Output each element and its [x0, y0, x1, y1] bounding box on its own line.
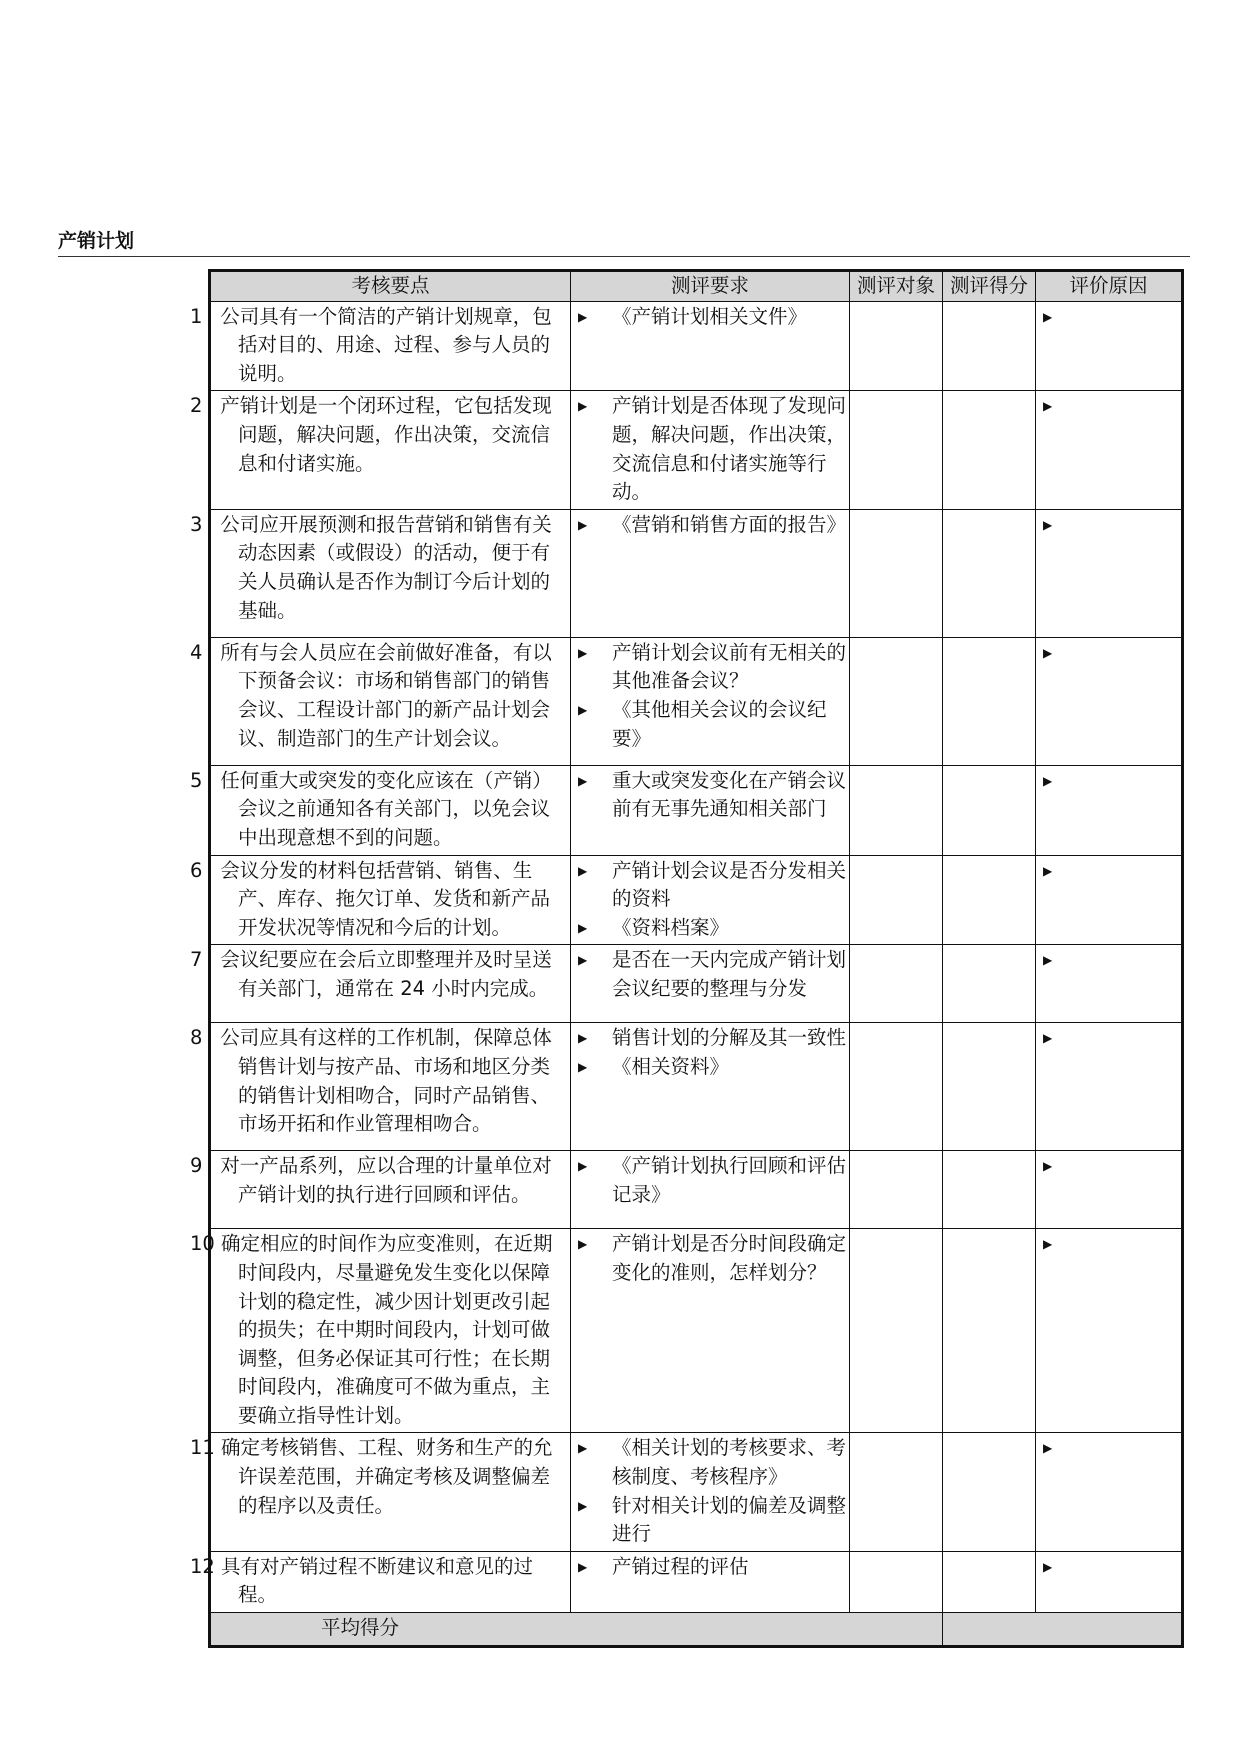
reason-cell[interactable] — [1036, 391, 1183, 509]
key-point-cell — [190, 509, 571, 637]
right-triangle-bullet-icon: ▶ — [1043, 1441, 1053, 1456]
key-point-text: 任何重大或突发的变化应该在（产销）会议之前通知各有关部门，以免会议中出现意想不到的问题。 — [220, 768, 552, 849]
target-cell[interactable] — [850, 1551, 943, 1612]
requirement-cell — [571, 765, 850, 855]
key-point-cell — [190, 1433, 571, 1551]
header-requirements: 测评要求 — [571, 271, 850, 302]
key-point: 7 会议纪要应在会后立即整理并及时呈送有关部门，通常在 24 小时内完成。 — [190, 948, 552, 1000]
reason-cell[interactable] — [1036, 1151, 1183, 1229]
header-target: 测评对象 — [850, 271, 943, 302]
key-point-cell — [190, 765, 571, 855]
score-cell[interactable] — [943, 945, 1036, 1023]
reason-cell[interactable] — [1036, 855, 1183, 945]
score-cell[interactable] — [943, 1433, 1036, 1551]
requirement-text: 产销过程的评估 — [612, 1554, 749, 1578]
target-cell[interactable] — [850, 855, 943, 945]
score-cell[interactable] — [943, 509, 1036, 637]
reason-item — [1039, 511, 1178, 540]
key-point: 3 公司应开展预测和报告营销和销售有关动态因素（或假设）的活动，便于有关人员确认是否作为制订今后计划的基础。 — [190, 512, 552, 622]
right-triangle-bullet-icon: ▶ — [1043, 773, 1053, 788]
reason-item — [1039, 1024, 1178, 1053]
reason-item — [1039, 946, 1178, 975]
requirement-item — [574, 696, 846, 753]
reason-cell[interactable] — [1036, 945, 1183, 1023]
requirement-text: 产销计划是否分时间段确定变化的准则，怎样划分？ — [612, 1232, 847, 1284]
table-row — [210, 1433, 1183, 1551]
key-point: 4 所有与会人员应在会前做好准备，有以下预备会议：市场和销售部门的销售会议、工程设计部门的新产品计划会议、制造部门的生产计划会议。 — [190, 640, 552, 750]
requirement-text: 《相关计划的考核要求、考核制度、考核程序》 — [612, 1436, 847, 1489]
requirement-cell — [571, 637, 850, 765]
target-cell[interactable] — [850, 1433, 943, 1551]
score-cell[interactable] — [943, 1151, 1036, 1229]
score-cell[interactable] — [943, 391, 1036, 509]
requirement-text: 重大或突发变化在产销会议前有无事先通知相关部门 — [612, 768, 847, 821]
key-point-text: 会议纪要应在会后立即整理并及时呈送有关部门，通常在 24 小时内完成。 — [220, 948, 552, 1000]
requirement-text: 《产销计划相关文件》 — [612, 304, 808, 328]
average-score-label: 平均得分 — [210, 1613, 943, 1647]
right-triangle-bullet-icon: ▶ — [578, 1498, 588, 1513]
average-score-row — [210, 1613, 1183, 1647]
right-triangle-bullet-icon: ▶ — [578, 1441, 588, 1456]
requirement-text: 针对相关计划的偏差及调整进行 — [612, 1493, 847, 1546]
requirement-item — [574, 946, 846, 1003]
key-point-number: 12 — [190, 1554, 215, 1578]
right-triangle-bullet-icon: ▶ — [1043, 399, 1053, 414]
reason-item — [1039, 1152, 1178, 1181]
right-triangle-bullet-icon: ▶ — [578, 953, 588, 968]
key-point: 1 公司具有一个简洁的产销计划规章，包括对目的、用途、过程、参与人员的说明。 — [190, 304, 552, 385]
right-triangle-bullet-icon: ▶ — [578, 517, 588, 532]
requirement-item — [574, 1053, 846, 1082]
requirement-text: 《其他相关会议的会议纪要》 — [612, 697, 827, 750]
requirement-item — [574, 1152, 846, 1209]
right-triangle-bullet-icon: ▶ — [578, 773, 588, 788]
right-triangle-bullet-icon: ▶ — [1043, 953, 1053, 968]
key-point-cell — [190, 1151, 571, 1229]
table-row — [210, 391, 1183, 509]
reason-cell[interactable] — [1036, 1433, 1183, 1551]
requirement-cell — [571, 1551, 850, 1612]
key-point: 9 对一产品系列，应以合理的计量单位对产销计划的执行进行回顾和评估。 — [190, 1154, 552, 1206]
reason-cell[interactable] — [1036, 765, 1183, 855]
table-body — [190, 301, 1183, 1612]
target-cell[interactable] — [850, 945, 943, 1023]
right-triangle-bullet-icon: ▶ — [1043, 1237, 1053, 1252]
key-point-text: 所有与会人员应在会前做好准备，有以下预备会议：市场和销售部门的销售会议、工程设计部门的新产品计划会议、制造部门的生产计划会议。 — [220, 640, 552, 750]
table-row — [210, 1023, 1183, 1151]
key-point: 5 任何重大或突发的变化应该在（产销）会议之前通知各有关部门，以免会议中出现意想不到的问题。 — [190, 768, 552, 849]
requirement-cell — [571, 391, 850, 509]
requirement-item — [574, 1230, 846, 1287]
right-triangle-bullet-icon: ▶ — [578, 1059, 588, 1074]
header-score: 测评得分 — [943, 271, 1036, 302]
requirement-cell — [571, 1229, 850, 1433]
reason-cell[interactable] — [1036, 301, 1183, 391]
right-triangle-bullet-icon: ▶ — [578, 399, 588, 414]
reason-cell[interactable] — [1036, 1023, 1183, 1151]
requirement-cell — [571, 1023, 850, 1151]
reason-item — [1039, 639, 1178, 668]
requirement-cell — [571, 945, 850, 1023]
requirement-item — [574, 857, 846, 914]
requirement-text: 《资料档案》 — [612, 915, 730, 939]
key-point-cell — [190, 855, 571, 945]
requirement-cell — [571, 509, 850, 637]
reason-cell[interactable] — [1036, 637, 1183, 765]
right-triangle-bullet-icon: ▶ — [1043, 863, 1053, 878]
key-point-text: 确定相应的时间作为应变准则，在近期时间段内，尽量避免发生变化以保障计划的稳定性，减少因计划更改引起的损失；在中期时间段内，计划可做调整，但务必保证其可行性；在长期时间段内，准确度可不做为重点，主要确立指导性计划。 — [221, 1232, 553, 1427]
requirement-item — [574, 1492, 846, 1549]
key-point — [190, 1230, 567, 1430]
reason-cell[interactable] — [1036, 509, 1183, 637]
reason-item — [1039, 767, 1178, 796]
requirement-cell — [571, 1151, 850, 1229]
requirement-cell — [571, 301, 850, 391]
requirement-text: 《营销和销售方面的报告》 — [612, 512, 847, 536]
right-triangle-bullet-icon: ▶ — [1043, 1559, 1053, 1574]
table-row — [210, 301, 1183, 391]
requirement-text: 产销计划会议是否分发相关的资料 — [612, 858, 847, 911]
score-cell[interactable] — [943, 301, 1036, 391]
right-triangle-bullet-icon: ▶ — [578, 645, 588, 660]
target-cell[interactable] — [850, 1151, 943, 1229]
reason-item — [1039, 303, 1178, 332]
reason-item — [1039, 857, 1178, 886]
requirement-item — [574, 303, 846, 332]
key-point-text: 公司应开展预测和报告营销和销售有关动态因素（或假设）的活动，便于有关人员确认是否作为制订今后计划的基础。 — [220, 512, 552, 622]
header-reason: 评价原因 — [1036, 271, 1183, 302]
evaluation-table — [190, 269, 1184, 1648]
key-point-text: 对一产品系列，应以合理的计量单位对产销计划的执行进行回顾和评估。 — [220, 1154, 552, 1206]
table-row — [210, 1151, 1183, 1229]
requirement-cell — [571, 1433, 850, 1551]
requirement-text: 销售计划的分解及其一致性 — [612, 1026, 847, 1050]
target-cell[interactable] — [850, 765, 943, 855]
table-row — [210, 765, 1183, 855]
requirement-item — [574, 1024, 846, 1053]
right-triangle-bullet-icon: ▶ — [578, 309, 588, 324]
requirement-item — [574, 767, 846, 824]
table-row — [210, 855, 1183, 945]
requirement-item — [574, 392, 846, 506]
key-point-text: 公司具有一个简洁的产销计划规章，包括对目的、用途、过程、参与人员的说明。 — [220, 304, 552, 385]
reason-cell[interactable] — [1036, 1551, 1183, 1612]
right-triangle-bullet-icon: ▶ — [1043, 517, 1053, 532]
requirement-text: 《产销计划执行回顾和评估记录》 — [612, 1154, 847, 1206]
target-cell[interactable] — [850, 391, 943, 509]
right-triangle-bullet-icon: ▶ — [578, 920, 588, 935]
right-triangle-bullet-icon: ▶ — [578, 863, 588, 878]
key-point-text: 会议分发的材料包括营销、销售、生产、库存、拖欠订单、发货和新产品开发状况等情况和今后的计划。 — [220, 858, 551, 939]
right-triangle-bullet-icon: ▶ — [578, 1031, 588, 1046]
key-point-cell — [190, 1551, 571, 1612]
requirement-item — [574, 639, 846, 696]
target-cell[interactable] — [850, 1229, 943, 1433]
score-cell[interactable] — [943, 855, 1036, 945]
table-row — [210, 1229, 1183, 1433]
key-point-number: 10 — [190, 1232, 215, 1256]
table-header-row — [210, 271, 1183, 302]
key-point-cell — [190, 391, 571, 509]
key-point-cell — [190, 637, 571, 765]
key-point-text: 产销计划是一个闭环过程，它包括发现问题，解决问题，作出决策，交流信息和付诸实施。 — [220, 394, 552, 475]
key-point-cell — [190, 1229, 571, 1433]
requirement-item — [574, 1553, 846, 1582]
requirement-item — [574, 914, 846, 943]
table-row — [210, 637, 1183, 765]
key-point: 6 会议分发的材料包括营销、销售、生产、库存、拖欠订单、发货和新产品开发状况等情况和今后的计划。 — [190, 858, 551, 939]
reason-item — [1039, 1553, 1178, 1582]
requirement-text: 产销计划会议前有无相关的其他准备会议？ — [612, 640, 847, 693]
key-point-text: 公司应具有这样的工作机制，保障总体销售计划与按产品、市场和地区分类的销售计划相吻合，同时产品销售、市场开拓和作业管理相吻合。 — [220, 1026, 552, 1136]
score-cell[interactable] — [943, 637, 1036, 765]
table-row — [210, 945, 1183, 1023]
right-triangle-bullet-icon: ▶ — [578, 702, 588, 717]
document-title: 产销计划 — [58, 230, 135, 252]
target-cell[interactable] — [850, 637, 943, 765]
requirement-text: 是否在一天内完成产销计划会议纪要的整理与分发 — [612, 948, 847, 1000]
right-triangle-bullet-icon: ▶ — [1043, 1031, 1053, 1046]
score-cell[interactable] — [943, 1023, 1036, 1151]
right-triangle-bullet-icon: ▶ — [578, 1559, 588, 1574]
requirement-cell — [571, 855, 850, 945]
requirement-text: 产销计划是否体现了发现问题，解决问题，作出决策，交流信息和付诸实施等行动。 — [612, 394, 847, 504]
right-triangle-bullet-icon: ▶ — [578, 1159, 588, 1174]
target-cell[interactable] — [850, 509, 943, 637]
key-point-text: 具有对产销过程不断建议和意见的过程。 — [221, 1554, 534, 1607]
requirement-item — [574, 1434, 846, 1491]
key-point-number: 11 — [190, 1436, 215, 1460]
reason-item — [1039, 1230, 1178, 1259]
right-triangle-bullet-icon: ▶ — [1043, 645, 1053, 660]
table-row — [210, 1551, 1183, 1612]
right-triangle-bullet-icon: ▶ — [578, 1237, 588, 1252]
key-point-cell — [190, 1023, 571, 1151]
requirement-text: 《相关资料》 — [612, 1054, 730, 1078]
key-point — [190, 1434, 567, 1520]
key-point — [190, 1553, 567, 1610]
target-cell[interactable] — [850, 301, 943, 391]
key-point: 8 公司应具有这样的工作机制，保障总体销售计划与按产品、市场和地区分类的销售计划相吻合，同时产品销售、市场开拓和作业管理相吻合。 — [190, 1026, 552, 1136]
reason-cell[interactable] — [1036, 1229, 1183, 1433]
score-cell[interactable] — [943, 765, 1036, 855]
key-point-text: 确定考核销售、工程、财务和生产的允许误差范围，并确定考核及调整偏差的程序以及责任。 — [221, 1436, 553, 1517]
table-row — [210, 509, 1183, 637]
header-key-points: 考核要点 — [210, 271, 571, 302]
key-point-cell — [190, 301, 571, 391]
key-point: 2 产销计划是一个闭环过程，它包括发现问题，解决问题，作出决策，交流信息和付诸实施。 — [190, 394, 552, 475]
right-triangle-bullet-icon: ▶ — [1043, 1159, 1053, 1174]
title-divider — [58, 256, 1190, 257]
target-cell[interactable] — [850, 1023, 943, 1151]
requirement-item — [574, 511, 846, 540]
score-cell[interactable] — [943, 1551, 1036, 1612]
average-score-value[interactable] — [943, 1613, 1183, 1647]
reason-item — [1039, 392, 1178, 421]
key-point-cell — [190, 945, 571, 1023]
right-triangle-bullet-icon: ▶ — [1043, 309, 1053, 324]
score-cell[interactable] — [943, 1229, 1036, 1433]
reason-item — [1039, 1434, 1178, 1463]
